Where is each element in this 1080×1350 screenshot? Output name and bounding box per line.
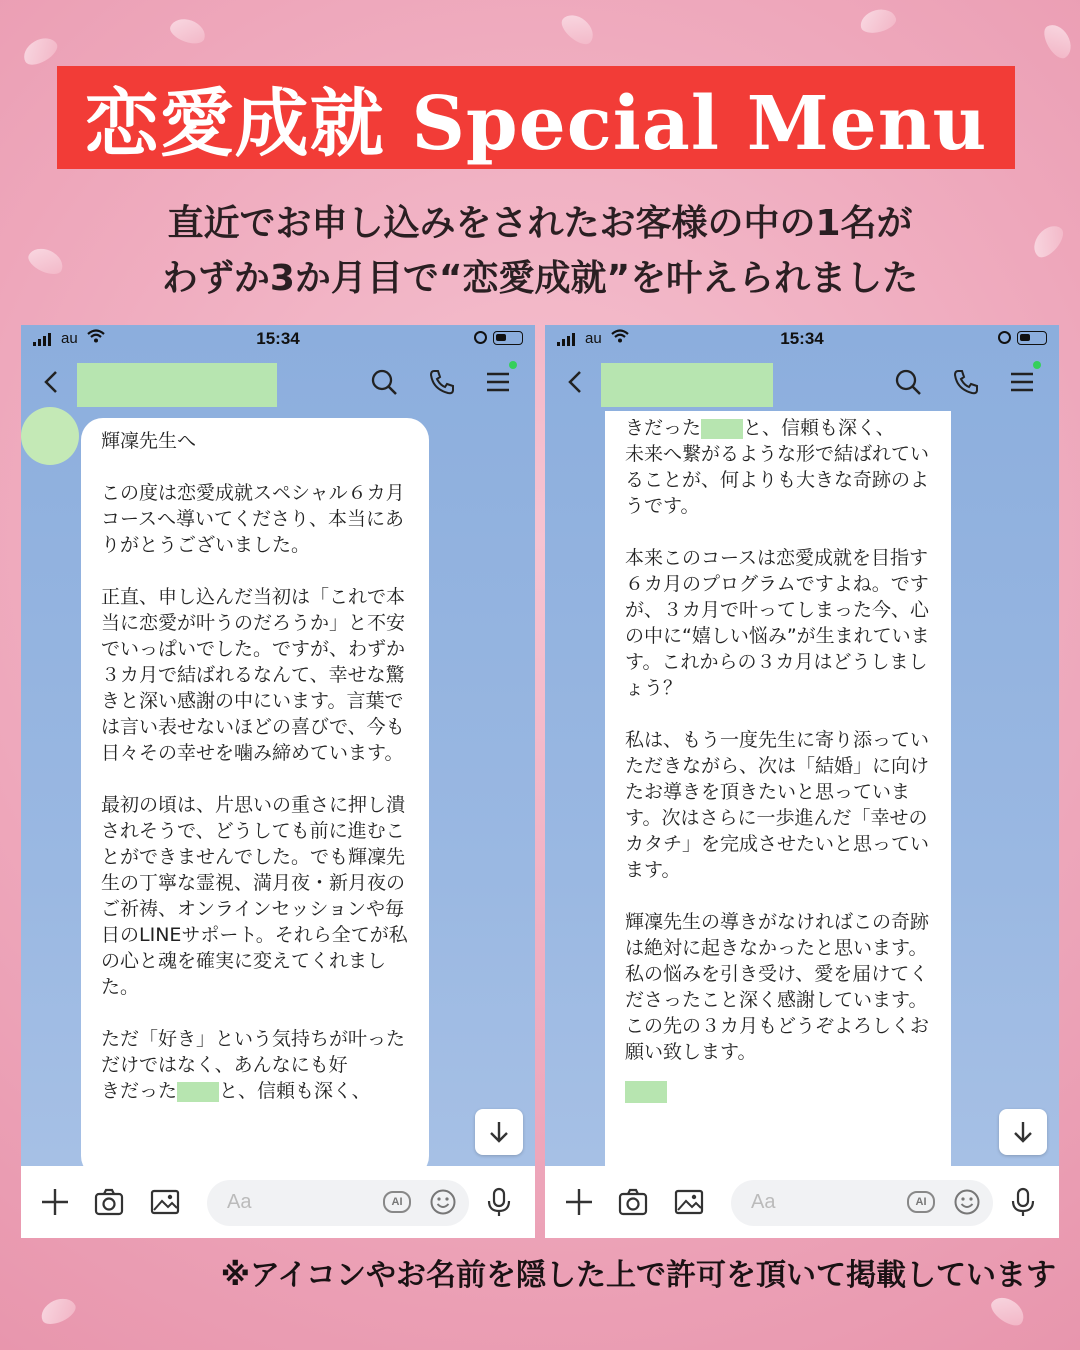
message-input-bar (21, 1166, 535, 1238)
menu-icon[interactable] (1007, 367, 1037, 397)
avatar (21, 407, 79, 465)
message-input[interactable] (207, 1180, 469, 1226)
chat-header (21, 355, 535, 411)
status-time: 15:34 (780, 329, 824, 348)
camera-icon[interactable] (93, 1186, 125, 1218)
phone-icon[interactable] (951, 367, 981, 397)
microphone-icon[interactable] (1007, 1186, 1039, 1218)
microphone-icon[interactable] (483, 1186, 515, 1218)
title-banner (57, 66, 1015, 169)
battery-icon (1017, 331, 1047, 345)
name-mask-inline (177, 1082, 219, 1102)
rotation-lock-icon (474, 331, 487, 344)
petal-decoration (557, 9, 599, 49)
message-input-bar (545, 1166, 1059, 1238)
message-bubble (81, 418, 429, 1178)
petal-decoration (858, 6, 898, 37)
notification-dot (1033, 361, 1041, 369)
phone-icon[interactable] (427, 367, 457, 397)
plus-icon[interactable] (39, 1186, 71, 1218)
back-icon[interactable] (561, 367, 591, 397)
name-mask-inline (701, 419, 743, 439)
chat-screenshot-left (21, 325, 535, 1238)
menu-icon[interactable] (483, 367, 513, 397)
search-icon[interactable] (369, 367, 399, 397)
status-time: 15:34 (256, 329, 300, 348)
battery-icon (493, 331, 523, 345)
petal-decoration (167, 15, 208, 48)
carrier-label: au (585, 330, 602, 347)
notification-dot (509, 361, 517, 369)
footnote: ※アイコンやお名前を隠した上で許可を頂いて掲載しています (220, 1258, 1056, 1293)
arrow-down-icon (486, 1119, 512, 1145)
carrier-label: au (61, 330, 78, 347)
input-placeholder: Aa (751, 1191, 776, 1213)
petal-decoration (987, 1292, 1029, 1331)
message-head-start: きだった (625, 417, 702, 439)
arrow-down-icon (1010, 1119, 1036, 1145)
image-icon[interactable] (149, 1186, 181, 1218)
scroll-down-button[interactable] (999, 1109, 1047, 1155)
message-text: 輝凜先生へ この度は恋愛成就スペシャル６カ月コースへ導いてくださり、本当にありがとうございました。 正直、申し込んだ当初は「これで本当に恋愛が叶うのだろうか」と不安でいっぱいでした。ですが、わずか３カ月で結ばれるなんて、幸せな驚きと深い感謝の中にいます。言葉では言い表せないほどの喜びで、今も日々その幸せを噛み締めています。 最初の頃は、片思いの重さに押し潰されそうで、どうしても前に進むことができませんでした。でも輝凜先生の丁寧な霊視、満月夜・新月夜のご祈祷、オンラインセッションや毎日のLINEサポート。それら全てが私の心と魂を確実に変えてくれました。 ただ「好き」という気持ちが叶っただけではなく、あんなにも好 (101, 430, 408, 1076)
ai-button[interactable]: AI (383, 1191, 411, 1213)
ai-button[interactable]: AI (907, 1191, 935, 1213)
petal-decoration (19, 32, 61, 69)
subtitle-line-1: 直近でお申し込みをされたお客様の中の1名が (167, 203, 913, 244)
page-title: 恋愛成就 Special Menu (84, 80, 988, 167)
petal-decoration (1039, 20, 1076, 62)
image-icon[interactable] (673, 1186, 705, 1218)
contact-name-mask (77, 363, 277, 407)
subtitle-line-2: わずか3か月目で“恋愛成就”を叶えられました (161, 258, 919, 299)
scroll-down-button[interactable] (475, 1109, 523, 1155)
plus-icon[interactable] (563, 1186, 595, 1218)
chat-screenshot-right (545, 325, 1059, 1238)
emoji-icon[interactable] (429, 1188, 457, 1216)
status-bar (545, 325, 1059, 353)
status-bar (21, 325, 535, 353)
emoji-icon[interactable] (953, 1188, 981, 1216)
message-text: 未来へ繋がるような形で結ばれていることが、何よりも大きな奇跡のようです。 本来このコースは恋愛成就を目指す６カ月のプログラムですよね。ですが、３カ月で叶ってしまった今、心の中に“嬉しい悩み”が生まれています。これからの３カ月はどうしましょう？ 私は、もう一度先生に寄り添っていただきながら、次は「結婚」に向けたお導きを頂きたいと思っています。次はさらに一歩進んだ「幸せのカタチ」を完成させたいと思っています。 輝凜先生の導きがなければこの奇跡は絶対に起きなかったと思います。 私の悩みを引き受け、愛を届けてくださったこと深く感謝しています。 この先の３カ月もどうぞよろしくお願い致します。 (625, 443, 930, 1063)
chat-header (545, 355, 1059, 411)
contact-name-mask (601, 363, 773, 407)
input-placeholder: Aa (227, 1191, 252, 1213)
back-icon[interactable] (37, 367, 67, 397)
rotation-lock-icon (998, 331, 1011, 344)
message-head-end: と、信頼も深く、 (743, 417, 895, 439)
search-icon[interactable] (893, 367, 923, 397)
message-tail-end: と、信頼も深く、 (219, 1080, 371, 1102)
message-input[interactable] (731, 1180, 993, 1226)
petal-decoration (37, 1293, 79, 1328)
message-bubble (605, 411, 951, 1181)
signature-mask (625, 1081, 667, 1103)
camera-icon[interactable] (617, 1186, 649, 1218)
message-tail-start: きだった (101, 1080, 178, 1102)
